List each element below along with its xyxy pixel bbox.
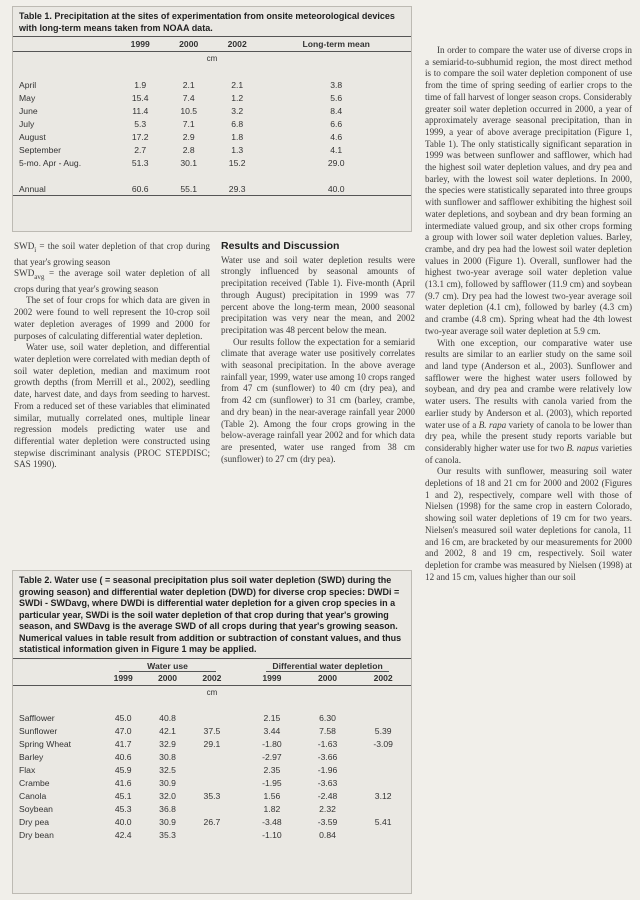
- table-row: [13, 803, 411, 816]
- table-cell: 1.56: [263, 791, 281, 801]
- table-2: [12, 570, 412, 894]
- row-label: Canola: [19, 791, 47, 801]
- table-row: [13, 777, 411, 790]
- table-cell: 42.4: [114, 830, 132, 840]
- table-row: [13, 130, 411, 143]
- row-label: Safflower: [19, 713, 55, 723]
- table-cell: 45.3: [114, 804, 132, 814]
- table-cell: 6.6: [330, 118, 343, 129]
- table-1-header: 1999: [116, 37, 164, 52]
- table-cell: 15.2: [228, 157, 246, 168]
- table-row: [13, 725, 411, 738]
- table-cell: 2.15: [263, 713, 281, 723]
- row-label: Dry bean: [19, 830, 54, 840]
- table-cell: -1.95: [262, 778, 282, 788]
- table-cell: 40.0: [261, 182, 411, 196]
- table-1: [12, 6, 412, 232]
- table-cell: -1.63: [317, 739, 338, 749]
- table-cell: [190, 712, 234, 725]
- table-cell: 1.82: [263, 804, 281, 814]
- table-cell: 30.1: [180, 157, 198, 168]
- table-cell: -3.59: [317, 817, 338, 827]
- table-cell: 45.1: [114, 791, 132, 801]
- table-cell: 1.2: [231, 92, 244, 103]
- table-cell: 51.3: [131, 157, 149, 168]
- table-cell: 6.30: [319, 713, 336, 723]
- table-2-year: 1999: [101, 671, 145, 686]
- row-label: Annual: [13, 182, 116, 196]
- table-cell: 32.5: [159, 765, 176, 775]
- table-cell: [355, 764, 411, 777]
- row-label: June: [19, 105, 38, 116]
- table-2-unit: cm: [206, 687, 218, 697]
- table-cell: 3.8: [330, 79, 343, 90]
- table-row: [13, 104, 411, 117]
- table-cell: 3.44: [263, 726, 281, 736]
- paragraph: Our results follow the expectation for a semiarid climate that average water use positively correlates with seasonal precipitation. In the above average rainfall year, 1999, water use among 10 crops ranged from 47 cm (sunflower) to 40 cm (dry pea), and from 42 cm (sunflower) to 31 cm (barley, crambe, and dry bean) in the near-average rainfall year 2000 (Table 2). Among the four crops growing in the below-average rainfall year 2002 and for which data are presented, water use ranged from 38 cm (sunflower) to 27 cm (dry pea).: [221, 336, 415, 464]
- table-2-year: 2002: [355, 671, 411, 686]
- table-row: [13, 91, 411, 104]
- table-cell: [355, 777, 411, 790]
- table-cell: 45.0: [114, 713, 132, 723]
- table-cell: -1.96: [317, 765, 338, 775]
- table-1-header: Long-term mean: [261, 37, 411, 52]
- table-cell: 1.9: [134, 79, 147, 90]
- table-cell: [190, 751, 234, 764]
- table-cell: [355, 803, 411, 816]
- table-1-header-blank: [13, 37, 116, 52]
- table-row: [13, 182, 411, 196]
- row-label: Sunflower: [19, 726, 58, 736]
- table-cell: 47.0: [114, 726, 132, 736]
- table-cell: 40.0: [114, 817, 132, 827]
- row-label: Crambe: [19, 778, 50, 788]
- table-cell: 41.6: [114, 778, 132, 788]
- table-cell: 1.8: [231, 131, 244, 142]
- table-cell: [190, 829, 234, 842]
- table-cell: [190, 777, 234, 790]
- table-row: [13, 764, 411, 777]
- table-cell: 6.8: [231, 118, 244, 129]
- table-cell: 0.84: [319, 830, 336, 840]
- paragraph: Our results with sunflower, measuring soil water depletions of 18 and 21 cm for 2000 and 2002 (Figures 1 and 2), respectively, compare well with those of Nielsen (1998) for the same crop in eastern Colorado, showing soil water depletions of 19 cm for two years. Nielsen's measured soil water depletions for canola, 11 and 16 cm, are bracketed by our measurements for 2000 and 2002, 8 and 19 cm, respectively. Soil water depletion for crambe was measured by Nielsen (1998) at 12 and 15 cm, values higher than our soil: [425, 466, 632, 582]
- table-cell: 32.0: [159, 791, 176, 801]
- row-label: 5-mo. Apr - Aug.: [19, 157, 82, 168]
- row-label: September: [19, 144, 62, 155]
- table-cell: 30.9: [159, 778, 176, 788]
- table-2-year: 1999: [244, 671, 300, 686]
- table-cell: 37.5: [203, 726, 221, 736]
- table-cell: 2.1: [182, 79, 195, 90]
- table-cell: 45.9: [114, 765, 132, 775]
- table-row: [13, 712, 411, 725]
- paragraph: The set of four crops for which data are given in 2002 were found to well represent the 10-crop soil water depletion averages of 1999 and 2000 for purposes of calculating differential water depletion.: [14, 295, 210, 341]
- table-cell: 29.0: [327, 157, 345, 168]
- table-row: [13, 829, 411, 842]
- table-cell: 40.8: [159, 713, 176, 723]
- table-cell: [355, 712, 411, 725]
- table-cell: 11.4: [132, 105, 149, 116]
- table-row: [13, 117, 411, 130]
- table-1-header: 2002: [213, 37, 261, 52]
- table-cell: 41.7: [114, 739, 132, 749]
- row-label: Barley: [19, 752, 44, 762]
- table-cell: 2.1: [231, 79, 244, 90]
- table-cell: [355, 751, 411, 764]
- table-cell: 1.3: [231, 144, 244, 155]
- table-cell: -2.97: [262, 752, 282, 762]
- table-cell: 3.2: [231, 105, 244, 116]
- table-cell: -3.63: [317, 778, 338, 788]
- table-1-grid: [13, 36, 411, 196]
- table-cell: 30.9: [159, 817, 176, 827]
- table-cell: 4.6: [330, 131, 343, 142]
- row-label: April: [19, 79, 37, 90]
- table-2-grid: [13, 658, 411, 842]
- table-cell: 55.1: [164, 182, 212, 196]
- table-1-caption: Table 1. Precipitation at the sites of experimentation from onsite meteorological devices with long-term means taken from NOAA data.: [19, 11, 395, 33]
- table-row: [13, 790, 411, 803]
- table-2-header-blank: [13, 658, 101, 671]
- row-label: Spring Wheat: [19, 739, 72, 749]
- table-cell: 4.1: [330, 144, 343, 155]
- table-cell: -3.09: [373, 739, 393, 749]
- table-cell: [355, 829, 411, 842]
- table-row: [13, 78, 411, 91]
- table-cell: 35.3: [159, 830, 176, 840]
- paragraph: Water use, soil water depletion, and differential water depletion were correlated with median depth of soil water depletion, median and maximum root growth depths (from Merrill et al., 2002), seedling date, harvest date, and days from seeding to harvest. From a reduced set of these variables that eliminated similar, mutually correlated ones, multiple linear regression models predicting water use and differential water depletion were constructed using stepwise discriminant analysis (PROC STEPDISC; SAS 1990).: [14, 342, 210, 470]
- table-1-unit: cm: [206, 54, 218, 63]
- row-label: August: [19, 131, 46, 142]
- table-cell: -3.48: [262, 817, 282, 827]
- table-2-caption: Table 2. Water use ( = seasonal precipitation plus soil water depletion (SWD) during the growing season) and differential water depletion (DWD) for diverse crop species: DWDi = SWDi - SWDavg, where DWDi is differential water depletion for a given crop species in a particular year, SWDi is the soil water depletion of that crop during that year's growing season, and SWDavg is the average SWD of all crops during that year's growing season. Numerical values in table result from addition or subtraction of constant values, and thus statistical information given in Figure 1 may be applied.: [19, 575, 402, 654]
- table-cell: 35.3: [203, 791, 221, 801]
- middle-column: [221, 241, 415, 465]
- table-row: [13, 143, 411, 156]
- table-cell: 2.35: [263, 765, 281, 775]
- table-cell: 2.7: [134, 144, 147, 155]
- table-cell: 2.9: [182, 131, 195, 142]
- table-cell: 8.4: [330, 105, 343, 116]
- table-cell: -3.66: [317, 752, 338, 762]
- table-cell: 15.4: [131, 92, 149, 103]
- row-label: May: [19, 92, 36, 103]
- table-cell: 5.6: [330, 92, 343, 103]
- table-cell: [190, 803, 234, 816]
- row-label: Dry pea: [19, 817, 50, 827]
- row-label: July: [19, 118, 35, 129]
- table-cell: 10.5: [180, 105, 198, 116]
- left-column: [14, 241, 210, 471]
- table-2-year: 2002: [190, 671, 234, 686]
- table-cell: 26.7: [203, 817, 221, 827]
- definition-swd-avg: $SWD_{avg}$ = the average soil water depletion of all crops during that year's growing season: [14, 268, 210, 294]
- table-2-group-water-use: Water use: [119, 661, 216, 672]
- row-label: Soybean: [19, 804, 53, 814]
- table-cell: 30.8: [159, 752, 176, 762]
- table-cell: 3.12: [374, 791, 392, 801]
- table-cell: [190, 764, 234, 777]
- definition-swd-i: $SWD_i$ = the soil water depletion of that crop during that year's growing season: [14, 241, 210, 267]
- table-cell: 5.39: [374, 726, 392, 736]
- table-cell: -1.10: [262, 830, 282, 840]
- table-2-year: 2000: [300, 671, 356, 686]
- table-cell: 7.58: [319, 726, 336, 736]
- paragraph: With one exception, our comparative water use results are similar to an earlier study on the same soil and land type (Anderson et al., 2003). Sunflower and safflower were the highest water users followed by soybean, and dry pea and crambe were relatively low water users. The results with canola varied from the earlier study by Anderson et al. (2003), which reported water use of a B. rapa variety of canola to be lower than dry pea, while the present study reports variable but considerably higher water use for two B. napus varieties of canola.: [425, 337, 632, 465]
- table-cell: 7.4: [182, 92, 195, 103]
- right-column: [425, 45, 632, 583]
- table-cell: 42.1: [159, 726, 176, 736]
- table-2-group-dwd: Differential water depletion: [266, 661, 388, 672]
- row-label: Flax: [19, 765, 36, 775]
- table-cell: 40.6: [114, 752, 132, 762]
- table-cell: 36.8: [159, 804, 176, 814]
- table-cell: 5.3: [134, 118, 147, 129]
- table-row: [13, 751, 411, 764]
- table-cell: 29.1: [203, 739, 221, 749]
- paragraph: Water use and soil water depletion results were strongly influenced by seasonal amounts of precipitation received (Table 1). Five-month (April through August) precipitation in 1999 was 77 percent above the long-term mean, 2000 seasonal precipitation was very near the mean, and 2002 precipitation was 48 percent below the mean.: [221, 254, 415, 335]
- section-heading: Results and Discussion: [221, 240, 340, 252]
- table-cell: 2.32: [319, 804, 336, 814]
- table-cell: 60.6: [116, 182, 164, 196]
- table-cell: -2.48: [317, 791, 338, 801]
- table-2-year: 2000: [145, 671, 189, 686]
- table-row: [13, 816, 411, 829]
- table-row: [13, 738, 411, 751]
- table-cell: 17.2: [131, 131, 149, 142]
- table-1-header: 2000: [164, 37, 212, 52]
- paragraph: In order to compare the water use of diverse crops in a semiarid-to-subhumid region, the most direct method is to compare the soil water depletion component of use from the time of spring seeding of earlier crops to the time of fall harvest of longer season crops. Considerably greater soil water depletion occurred in 2000, a year of approximately average seasonal precipitation, than in 1999, a year of above average precipitation (Figure 1, Table 1). The only statistically significant separation in 1999 was between sunflower and safflower, which had the highest soil water depletion values, and dry pea and barley, with the lowest soil water depletions. In 2000, the species were statistically separated into three groups with sunflower and safflower exhibiting the highest soil water depletions, and soybean and dry bean forming an intermediate valued group, and six other crops forming a group with lower soil water depletion values. Barley, crambe, and dry pea had the lowest soil water depletion values in 2000 (Figure 1). Overall, sunflower had the highest two-year average soil water depletion value (13.1 cm), followed by safflower (11.9 cm) and soybean (9.7 cm). Dry pea had the lowest two-year average soil water depletion (4.1 cm), followed by barley (4.3 cm) and crambe (4.8 cm). Spring wheat had the 4th lowest two-year average soil water depletion at 5.9 cm.: [425, 45, 632, 336]
- table-cell: 29.3: [213, 182, 261, 196]
- table-cell: -1.80: [262, 739, 282, 749]
- table-row: [13, 156, 411, 169]
- table-cell: 7.1: [182, 118, 195, 129]
- table-cell: 32.9: [159, 739, 176, 749]
- table-cell: 2.8: [182, 144, 195, 155]
- table-cell: 5.41: [374, 817, 392, 827]
